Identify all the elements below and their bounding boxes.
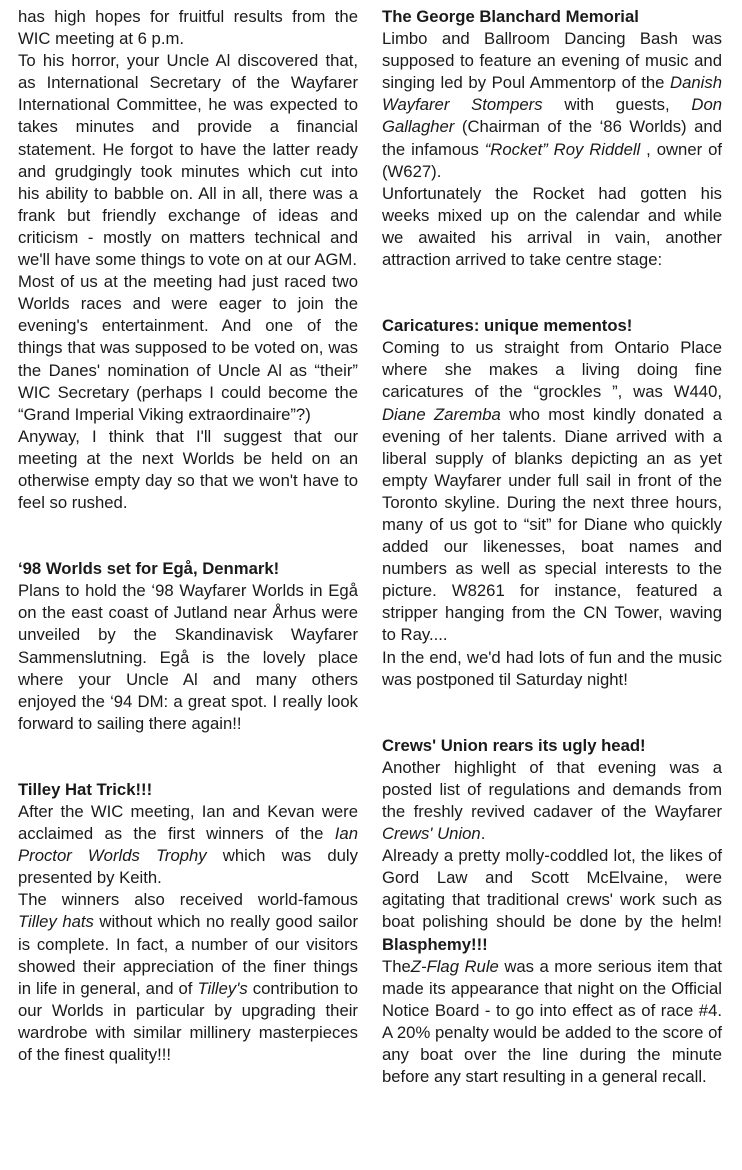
section-gap: [382, 691, 722, 735]
tilley-paragraph-1: After the WIC meeting, Ian and Kevan were acclaimed as the first winners of the Ian Proctor Worlds Trophy which was duly presented by Keith.: [18, 802, 358, 888]
caricatures-paragraph-2: In the end, we'd had lots of fun and the music was postponed til Saturday night!: [382, 647, 722, 689]
left-column: [18, 6, 358, 1066]
blanchard-heading: The George Blanchard Memorial: [382, 7, 639, 26]
union-name: Crews' Union: [382, 824, 481, 844]
intro-paragraph-2: To his horror, your Uncle Al discovered that, as International Secretary of the Wayfarer International Committee, he was expected to takes minutes and provide a financial statement. He forgot to have the latter ready and grudgingly took minutes which cut into his ability to babble on. All in all, there was a frank but friendly exchange of ideas and criticism - mostly on matters technical and we'll have some things to vote on at our AGM.: [18, 51, 358, 270]
section-gap: [18, 514, 358, 558]
intro-paragraph-1: has high hopes for fruitful results from the WIC meeting at 6 p.m.: [18, 7, 358, 49]
guest-name: Don Gallagher: [382, 95, 723, 137]
trophy-name: Ian Proctor Worlds Trophy: [18, 824, 358, 866]
tilley-paragraph-2: The winners also received world-famous Tilley hats without which no really good sailor is complete. In fact, a number of our visitors showed their appreciation of the finer things in life in general, and of Tilley's contribution to our Worlds in particular by upgrading their wardrobe with similar millinery masterpieces of the finest quality!!!: [18, 890, 359, 1065]
worlds98-heading: ‘98 Worlds set for Egå, Denmark!: [18, 559, 280, 579]
right-column: [382, 6, 722, 1088]
rocket-name: “Rocket” Roy Riddell: [484, 139, 641, 159]
blanchard-paragraph-2: Unfortunately the Rocket had gotten his weeks mixed up on the calendar and while we awaited his arrival in vain, another attraction arrived to take centre stage:: [382, 183, 722, 270]
crews-paragraph-1: Another highlight of that evening was a posted list of regulations and demands from the freshly revived cadaver of the Wayfarer Crews' Union.: [382, 757, 722, 844]
tilley-heading: Tilley Hat Trick!!!: [18, 779, 153, 799]
crews-heading: Crews' Union rears its ugly head!: [382, 735, 646, 755]
caricatures-heading: Caricatures: unique mementos!: [382, 316, 633, 336]
caricatures-paragraph-1: Coming to us straight from Ontario Place where she makes a living doing fine caricatures of the “grockles ”, was W440, Diane Zaremba who most kindly donated a evening of her talents. Diane arrived with a liberal supply of blanks depicting an as yet empty Wayfarer under full sail in front of the Toronto skyline. During the next three hours, many of us got to “sit” for Diane who quickly added our likenesses, boat names and numbers as well as special interests to the picture. W8261 for instance, featured a stripper hanging from the CN Tower, waving to Ray....: [382, 338, 722, 645]
tilleys-text: Tilley's: [197, 978, 248, 998]
tilley-hats-text: Tilley hats: [18, 912, 94, 932]
section-gap: [382, 271, 722, 315]
worlds98-paragraph: Plans to hold the ‘98 Wayfarer Worlds in Egå on the east coast of Jutland near Århus were unveiled by the Skandinavisk Wayfarer Sammenslutning. Egå is the lovely place where your Uncle Al and many others enjoyed the ‘94 DM: a great spot. I really look forward to sailing there again!!: [18, 581, 358, 733]
z-flag-rule-text: Z-Flag Rule: [410, 956, 499, 976]
blasphemy-text: Blasphemy!!!: [382, 934, 488, 954]
crews-paragraph-3: TheZ-Flag Rule was a more serious item that made its appearance that night on the Official Notice Board - to go into effect as of race #4. A 20% penalty would be added to the score of any boat over the line during the minute before any start resulting in a general recall.: [382, 956, 722, 1087]
section-gap: [18, 735, 358, 779]
crews-paragraph-2: Already a pretty molly-coddled lot, the likes of Gord Law and Scott McElvaine, were agitating that traditional crews' work such as boat polishing should be done by the helm! Blasphemy!!!: [382, 846, 722, 954]
artist-name: Diane Zaremba: [382, 404, 501, 424]
band-name: Danish Wayfarer Stompers: [382, 73, 722, 115]
intro-paragraph-3: Most of us at the meeting had just raced two Worlds races and were eager to join the evening's entertainment. And one of the things that was supposed to be voted on, was the Danes' nomination of Uncle Al as “their” WIC Secretary (perhaps I could become the “Grand Imperial Viking extraordinaire”?): [18, 272, 358, 424]
intro-paragraph-4: Anyway, I think that I'll suggest that our meeting at the next Worlds be held on an otherwise empty day so that we won't have to feel so rushed.: [18, 426, 358, 513]
blanchard-paragraph-1: Limbo and Ballroom Dancing Bash was supposed to feature an evening of music and singing led by Poul Ammentorp of the Danish Wayfarer Stompers with guests, Don Gallagher (Chairman of the ‘86 Worlds) and the infamous “Rocket” Roy Riddell , owner of (W627).: [382, 29, 723, 181]
